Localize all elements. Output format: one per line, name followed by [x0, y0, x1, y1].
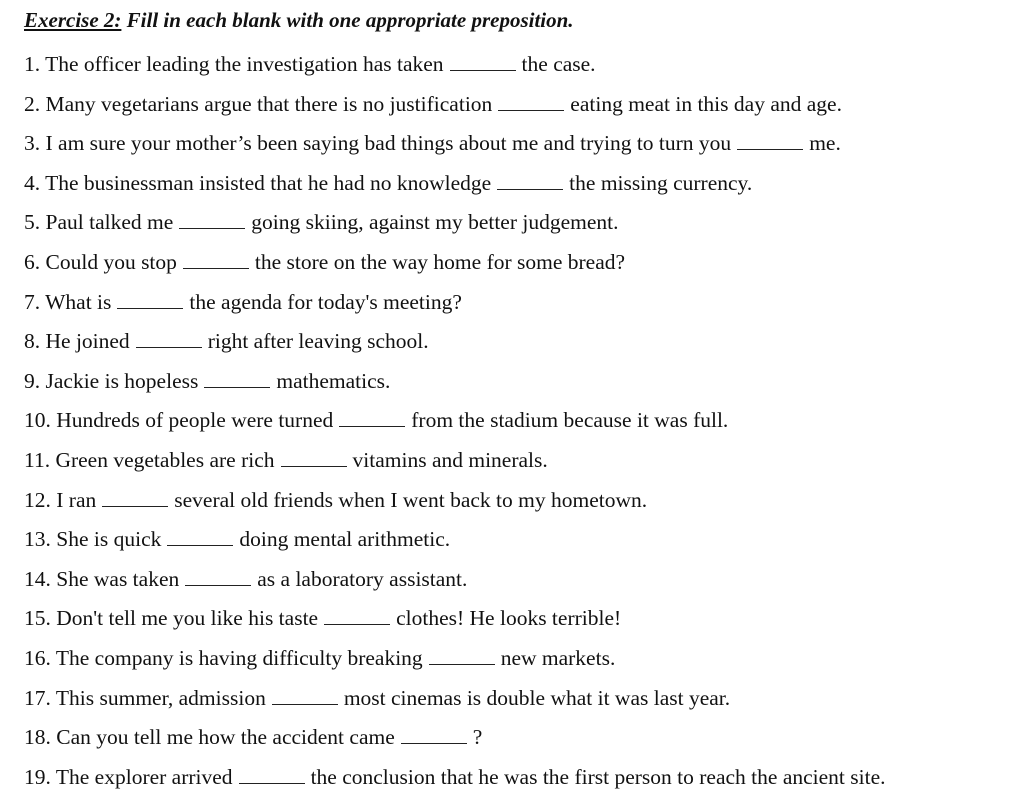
item-number: 16.: [24, 645, 51, 670]
answer-blank[interactable]: [737, 148, 803, 150]
exercise-item: [24, 679, 886, 719]
item-number: 17.: [24, 685, 51, 710]
item-number: 2.: [24, 91, 41, 116]
exercise-item: [24, 164, 886, 204]
item-text-after: doing mental arithmetic.: [239, 527, 451, 552]
item-text-after: eating meat in this day and age.: [570, 91, 842, 116]
item-number: 4.: [24, 170, 41, 195]
answer-blank[interactable]: [450, 69, 516, 71]
exercise-instruction: Fill in each blank with one appropriate preposition.: [126, 8, 574, 32]
item-text-after: vitamins and minerals.: [352, 447, 548, 472]
exercise-item: [24, 718, 886, 758]
item-text-before: Hundreds of people were turned: [56, 408, 334, 433]
exercise-item: [24, 243, 886, 283]
item-number: 1.: [24, 52, 41, 76]
item-number: 7.: [24, 289, 41, 314]
exercise-item: [24, 560, 886, 600]
item-text-after: ?: [472, 725, 483, 750]
exercise-item: [24, 481, 886, 521]
item-text-before: The officer leading the investigation has taken: [45, 52, 444, 76]
exercise-item: [24, 520, 886, 560]
item-text-after: me.: [809, 131, 841, 156]
item-text-after: from the stadium because it was full.: [411, 408, 729, 433]
exercise-heading: [24, 8, 574, 33]
exercise-item: [24, 441, 886, 481]
answer-blank[interactable]: [324, 623, 390, 625]
item-number: 15.: [24, 606, 51, 631]
item-number: 6.: [24, 249, 41, 274]
item-number: 13.: [24, 527, 51, 552]
item-text-before: I am sure your mother’s been saying bad things about me and trying to turn you: [45, 131, 732, 156]
answer-blank[interactable]: [401, 742, 467, 744]
item-text-after: the agenda for today's meeting?: [189, 289, 462, 314]
item-text-before: Green vegetables are rich: [55, 447, 275, 472]
item-text-before: Can you tell me how the accident came: [56, 725, 395, 750]
item-number: 19.: [24, 764, 51, 789]
item-text-after: the case.: [521, 52, 596, 76]
exercise-items: [24, 45, 886, 797]
item-number: 3.: [24, 131, 41, 156]
item-text-after: the conclusion that he was the first person to reach the ancient site.: [310, 764, 886, 789]
item-text-before: She was taken: [56, 566, 180, 591]
item-number: 18.: [24, 725, 51, 750]
item-number: 14.: [24, 566, 51, 591]
answer-blank[interactable]: [272, 703, 338, 705]
exercise-item: [24, 124, 886, 164]
item-text-before: I ran: [56, 487, 97, 512]
item-text-before: The businessman insisted that he had no knowledge: [45, 170, 492, 195]
item-number: 5.: [24, 210, 41, 235]
exercise-item: [24, 322, 886, 362]
item-text-after: several old friends when I went back to my hometown.: [174, 487, 648, 512]
exercise-item: [24, 203, 886, 243]
item-text-before: What is: [45, 289, 112, 314]
exercise-item: [24, 401, 886, 441]
answer-blank[interactable]: [167, 544, 233, 546]
item-text-after: going skiing, against my better judgement.: [251, 210, 619, 235]
item-text-before: Paul talked me: [45, 210, 174, 235]
item-text-after: the missing currency.: [569, 170, 753, 195]
item-text-after: new markets.: [500, 645, 616, 670]
exercise-item: [24, 362, 886, 402]
answer-blank[interactable]: [117, 307, 183, 309]
answer-blank[interactable]: [102, 505, 168, 507]
item-text-before: The company is having difficulty breaking: [55, 645, 423, 670]
answer-blank[interactable]: [136, 346, 202, 348]
answer-blank[interactable]: [339, 425, 405, 427]
item-text-before: She is quick: [56, 527, 162, 552]
exercise-item: [24, 45, 886, 85]
exercise-label: Exercise 2:: [24, 8, 122, 32]
item-number: 10.: [24, 408, 51, 433]
exercise-item: [24, 85, 886, 125]
answer-blank[interactable]: [185, 584, 251, 586]
item-text-before: Many vegetarians argue that there is no justification: [45, 91, 493, 116]
exercise-item: [24, 639, 886, 679]
item-text-before: Jackie is hopeless: [45, 368, 199, 393]
item-text-after: right after leaving school.: [207, 329, 429, 354]
item-text-before: The explorer arrived: [55, 764, 233, 789]
answer-blank[interactable]: [497, 188, 563, 190]
answer-blank[interactable]: [183, 267, 249, 269]
item-text-before: This summer, admission: [55, 685, 266, 710]
answer-blank[interactable]: [429, 663, 495, 665]
answer-blank[interactable]: [204, 386, 270, 388]
exercise-item: [24, 599, 886, 639]
item-text-after: the store on the way home for some bread?: [254, 249, 626, 274]
answer-blank[interactable]: [239, 782, 305, 784]
item-text-before: He joined: [45, 329, 130, 354]
answer-blank[interactable]: [498, 109, 564, 111]
item-text-before: Could you stop: [45, 249, 177, 274]
exercise-item: [24, 283, 886, 323]
item-number: 12.: [24, 487, 51, 512]
answer-blank[interactable]: [179, 227, 245, 229]
item-number: 11.: [24, 447, 51, 472]
item-text-before: Don't tell me you like his taste: [56, 606, 319, 631]
item-text-after: as a laboratory assistant.: [257, 566, 468, 591]
exercise-item: [24, 758, 886, 798]
item-number: 8.: [24, 329, 41, 354]
item-text-after: most cinemas is double what it was last year.: [343, 685, 731, 710]
answer-blank[interactable]: [281, 465, 347, 467]
item-number: 9.: [24, 368, 41, 393]
item-text-after: mathematics.: [276, 368, 391, 393]
item-text-after: clothes! He looks terrible!: [396, 606, 622, 631]
